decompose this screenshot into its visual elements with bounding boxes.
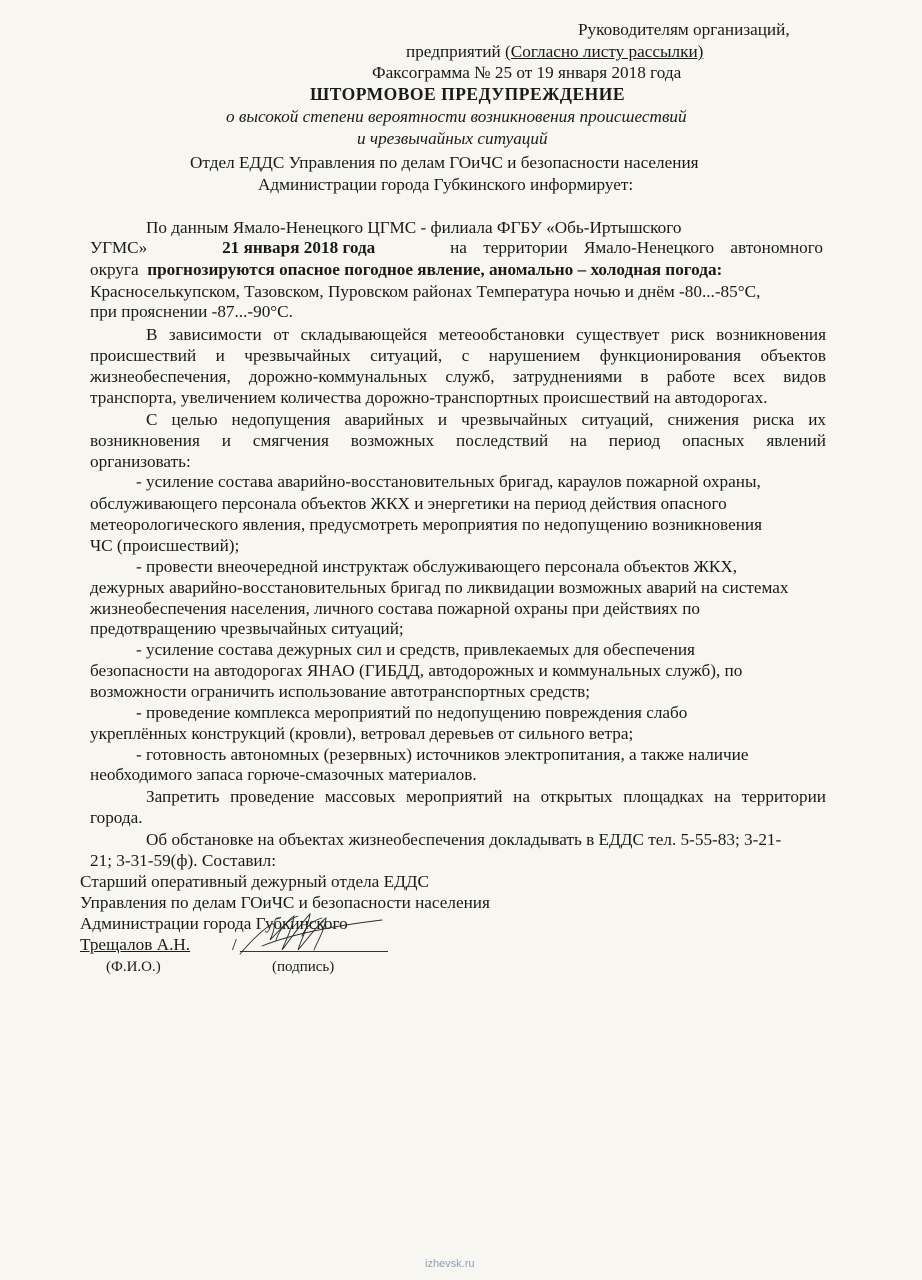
recipients-line-2 xyxy=(406,42,703,62)
bullet-2-line-2: дежурных аварийно-восстановительных бригад по ликвидации возможных аварий на системах xyxy=(90,578,789,597)
p1-l2-c: на территории Ямало-Ненецкого автономного xyxy=(450,238,823,257)
p3-line-2: возникновения и смягчения возможных последствий на период опасных явлений xyxy=(90,431,826,450)
p1-line-2 xyxy=(90,238,823,258)
p1-line-1: По данным Ямало-Ненецкого ЦГМС - филиала ФГБУ «Обь-Иртышского xyxy=(146,218,682,237)
p5-line-2: 21; 3-31-59(ф). Составил: xyxy=(90,851,276,870)
bullet-4-line-1: - проведение комплекса мероприятий по недопущению повреждения слабо xyxy=(136,703,688,722)
p1-l3-a: округа xyxy=(90,260,139,279)
p1-line-3 xyxy=(90,260,722,280)
bullet-3-line-2: безопасности на автодорогах ЯНАО (ГИБДД, автодорожных и коммунальных служб), по xyxy=(90,661,743,680)
subtitle-line-1: о высокой степени вероятности возникновения происшествий xyxy=(226,107,687,126)
p2-line-2: происшествий и чрезвычайных ситуаций, с нарушением функционирования объектов xyxy=(90,346,826,365)
subtitle-line-2: и чрезвычайных ситуаций xyxy=(357,129,548,148)
fio-caption: (Ф.И.О.) xyxy=(106,959,161,975)
p3-line-1: С целью недопущения аварийных и чрезвычайных ситуаций, снижения риска их xyxy=(146,410,826,429)
bullet-5-line-2: необходимого запаса горюче-смазочных материалов. xyxy=(90,765,477,784)
document-title: ШТОРМОВОЕ ПРЕДУПРЕЖДЕНИЕ xyxy=(310,84,626,104)
p3-line-3: организовать: xyxy=(90,452,191,471)
p5-line-1: Об обстановке на объектах жизнеобеспечения докладывать в ЕДДС тел. 5-55-83; 3-21- xyxy=(146,830,782,849)
p1-l2-a: УГМС» xyxy=(90,238,148,257)
p4-line-1: Запретить проведение массовых мероприятий на открытых площадках на территории xyxy=(146,787,826,806)
bullet-3-line-1: - усиление состава дежурных сил и средств, привлекаемых для обеспечения xyxy=(136,640,695,659)
bullet-1-line-2: обслуживающего персонала объектов ЖКХ и энергетики на период действия опасного xyxy=(90,494,727,513)
recipients-line-1: Руководителям организаций, xyxy=(578,20,790,39)
hazard-statement: прогнозируются опасное погодное явление, аномально – холодная погода: xyxy=(147,260,723,279)
signatory-name: Трещалов А.Н. xyxy=(80,935,191,954)
signatory-line-3: Администрации города Губкинского xyxy=(80,914,348,933)
source-watermark: izhevsk.ru xyxy=(425,1258,475,1270)
signatory-line-1: Старший оперативный дежурный отдела ЕДДС xyxy=(80,872,429,891)
department-line-2: Администрации города Губкинского информирует: xyxy=(258,175,634,194)
recipients-prefix: предприятий xyxy=(406,42,506,61)
bullet-1-line-1: - усиление состава аварийно-восстановительных бригад, караулов пожарной охраны, xyxy=(136,472,761,491)
bullet-1-line-3: метеорологического явления, предусмотреть мероприятия по недопущению возникновения xyxy=(90,515,762,534)
bullet-2-line-1: - провести внеочередной инструктаж обслуживающего персонала объектов ЖКХ, xyxy=(136,557,738,576)
forecast-date: 21 января 2018 года xyxy=(222,238,376,257)
fax-number: Факсограмма № 25 от 19 января 2018 года xyxy=(372,63,682,82)
department-line-1: Отдел ЕДДС Управления по делам ГОиЧС и безопасности населения xyxy=(190,153,699,172)
signature-slash: / xyxy=(232,935,237,954)
bullet-2-line-4: предотвращению чрезвычайных ситуаций; xyxy=(90,619,404,638)
signature-caption: (подпись) xyxy=(272,959,335,975)
bullet-1-line-4: ЧС (происшествий); xyxy=(90,536,240,555)
bullet-4-line-2: укреплённых конструкций (кровли), ветровал деревьев от сильного ветра; xyxy=(90,724,634,743)
p2-line-4: транспорта, увеличением количества дорожно-транспортных происшествий на автодорогах. xyxy=(90,388,768,407)
p2-line-3: жизнеобеспечения, дорожно-коммунальных служб, затруднениями в работе всех видов xyxy=(90,367,826,386)
p1-line-4: Красноселькупском, Тазовском, Пуровском районах Температура ночью и днём -80...-85°С, xyxy=(90,282,761,301)
bullet-5-line-1: - готовность автономных (резервных) источников электропитания, а также наличие xyxy=(136,745,749,764)
signatory-line-2: Управления по делам ГОиЧС и безопасности населения xyxy=(80,893,490,912)
bullet-3-line-3: возможности ограничить использование автотранспортных средств; xyxy=(90,682,591,701)
handwritten-signature-icon xyxy=(232,910,392,960)
p1-line-5: при прояснении -87...-90°С. xyxy=(90,302,293,321)
p4-line-2: города. xyxy=(90,808,143,827)
p2-line-1: В зависимости от складывающейся метеообстановки существует риск возникновения xyxy=(146,325,826,344)
bullet-2-line-3: жизнеобеспечения населения, личного состава пожарной охраны при действиях по xyxy=(90,599,700,618)
distribution-list-link: (Согласно листу рассылки) xyxy=(505,42,704,61)
